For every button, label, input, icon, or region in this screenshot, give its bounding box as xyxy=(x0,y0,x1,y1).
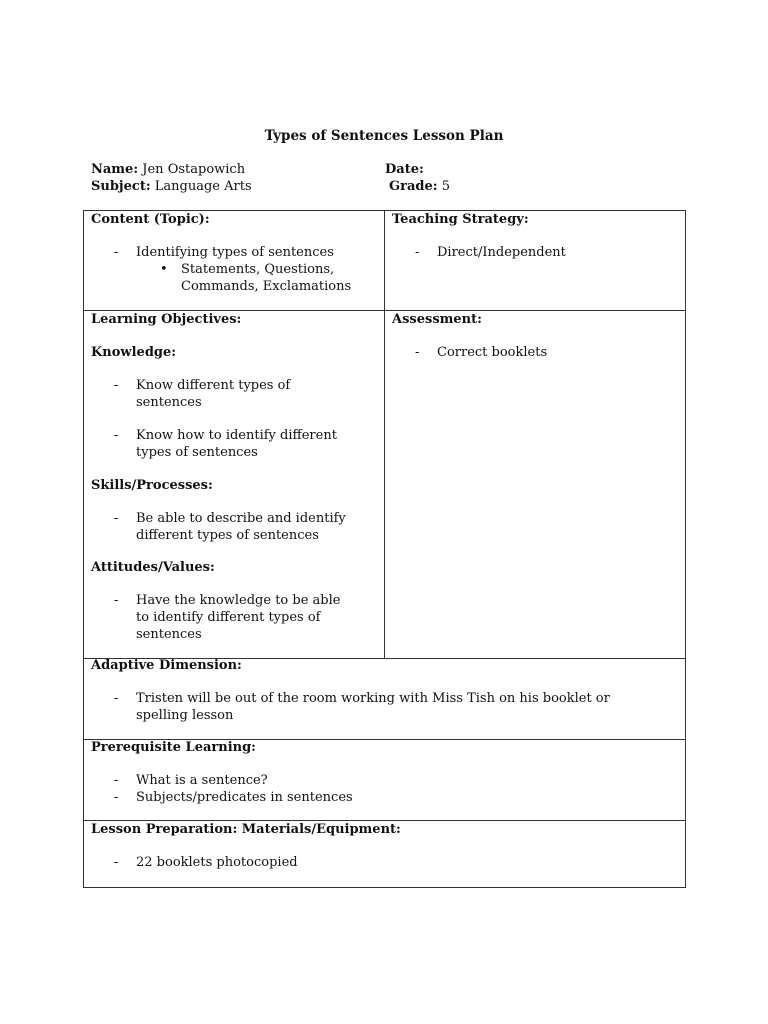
attitudes-item-line2: to identify different types of xyxy=(136,610,321,625)
content-heading: Content (Topic): xyxy=(91,212,210,227)
adaptive-item-line1: Tristen will be out of the room working with Miss Tish on his booklet or xyxy=(136,691,610,706)
dash-marker: - xyxy=(114,511,119,526)
knowledge-item-line2: types of sentences xyxy=(136,445,258,460)
knowledge-item-line1: Know how to identify different xyxy=(136,428,337,443)
skills-heading: Skills/Processes: xyxy=(91,478,213,493)
dash-marker: - xyxy=(415,345,420,360)
adaptive-item-line2: spelling lesson xyxy=(136,708,234,723)
content-bullet-line1: Statements, Questions, xyxy=(181,262,335,277)
knowledge-item-line1: Know different types of xyxy=(136,378,291,393)
dash-marker: - xyxy=(415,245,420,260)
dash-marker: - xyxy=(114,773,119,788)
assessment-heading: Assessment: xyxy=(392,312,482,327)
dash-marker: - xyxy=(114,245,119,260)
date-label: Date: xyxy=(385,162,424,177)
dash-marker: - xyxy=(114,428,119,443)
preparation-item-text: 22 booklets photocopied xyxy=(136,855,298,870)
strategy-item-text: Direct/Independent xyxy=(437,245,566,260)
subject-field xyxy=(91,178,252,195)
content-item-text: Identifying types of sentences xyxy=(136,245,334,260)
dash-marker: - xyxy=(114,790,119,805)
subject-value: Language Arts xyxy=(154,179,252,194)
strategy-heading: Teaching Strategy: xyxy=(392,212,529,227)
objectives-heading: Learning Objectives: xyxy=(91,312,242,327)
prerequisite-item-text: What is a sentence? xyxy=(136,773,268,788)
preparation-heading: Lesson Preparation: Materials/Equipment: xyxy=(91,822,401,837)
bullet-icon: • xyxy=(160,262,168,277)
attitudes-heading: Attitudes/Values: xyxy=(91,560,215,575)
dash-marker: - xyxy=(114,593,119,608)
dash-marker: - xyxy=(114,378,119,393)
assessment-cell xyxy=(384,310,686,659)
content-bullet-line2: Commands, Exclamations xyxy=(181,279,352,294)
document-title: Types of Sentences Lesson Plan xyxy=(264,128,504,144)
knowledge-heading: Knowledge: xyxy=(91,345,177,360)
date-field xyxy=(385,161,424,178)
adaptive-heading: Adaptive Dimension: xyxy=(91,658,242,673)
subject-label: Subject: xyxy=(91,179,151,194)
dash-marker: - xyxy=(114,691,119,706)
dash-marker: - xyxy=(114,855,119,870)
name-label: Name: xyxy=(91,162,139,177)
prerequisite-item-text: Subjects/predicates in sentences xyxy=(136,790,353,805)
skills-item-line1: Be able to describe and identify xyxy=(136,511,346,526)
attitudes-item-line1: Have the knowledge to be able xyxy=(136,593,341,608)
grade-value: 5 xyxy=(441,179,450,194)
attitudes-item-line3: sentences xyxy=(136,627,202,642)
grade-label: Grade: xyxy=(389,179,438,194)
skills-item-line2: different types of sentences xyxy=(136,528,319,543)
grade-field xyxy=(389,178,450,195)
name-value: Jen Ostapowich xyxy=(142,162,246,177)
knowledge-item-line2: sentences xyxy=(136,395,202,410)
name-field xyxy=(91,161,245,178)
prerequisite-heading: Prerequisite Learning: xyxy=(91,740,256,755)
assessment-item-text: Correct booklets xyxy=(437,345,548,360)
